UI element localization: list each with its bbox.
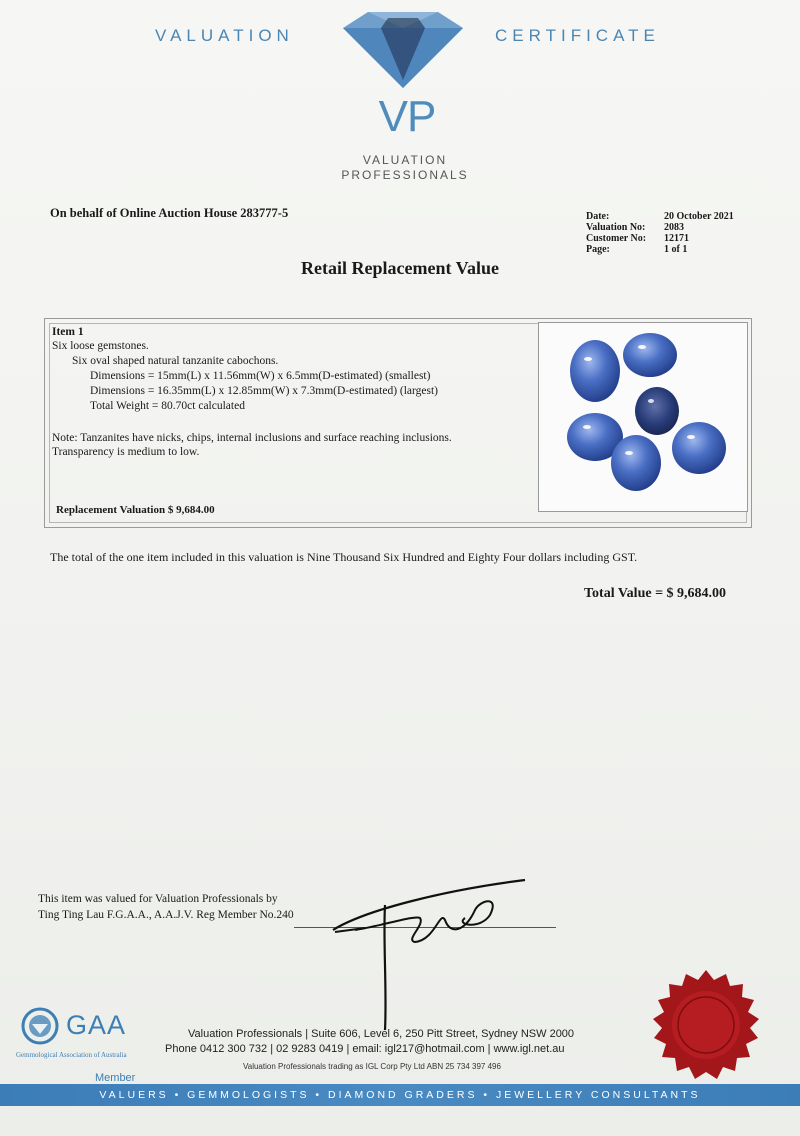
contact-line: Phone 0412 300 732 | 02 9283 0419 | email: igl217@hotmail.com | www.igl.net.au (165, 1043, 565, 1055)
total-value: Total Value = $ 9,684.00 (584, 586, 727, 601)
on-behalf-line: On behalf of Online Auction House 283777-5 (50, 206, 289, 220)
total-summary-text: The total of the one item included in this valuation is Nine Thousand Six Hundred and Eighty Four dollars including GST. (50, 550, 638, 564)
item-heading: Item 1 (52, 326, 84, 338)
red-wax-seal-icon (648, 968, 764, 1084)
meta-row-page (586, 244, 734, 255)
meta-value: 12171 (664, 233, 689, 244)
item-line-gemstones: Six loose gemstones. (52, 340, 149, 352)
meta-value: 20 October 2021 (664, 211, 734, 222)
item-line-total-weight: Total Weight = 80.70ct calculated (90, 400, 245, 412)
meta-value: 2083 (664, 222, 684, 233)
item-line-dimensions-largest: Dimensions = 16.35mm(L) x 12.85mm(W) x 7.3mm(D-estimated) (largest) (90, 385, 439, 397)
header-certificate-word: CERTIFICATE (495, 26, 660, 45)
logo-subtitle-professionals: PROFESSIONALS (341, 168, 469, 182)
item-line-description: Six oval shaped natural tanzanite cabochons. (72, 355, 279, 367)
meta-value: 1 of 1 (664, 244, 688, 255)
address-line: Valuation Professionals | Suite 606, Level 6, 250 Pitt Street, Sydney NSW 2000 (188, 1028, 575, 1040)
footer-services-band: VALUERS • GEMMOLOGISTS • DIAMOND GRADERS • JEWELLERY CONSULTANTS (0, 1084, 800, 1106)
diamond-logo-icon (333, 10, 473, 90)
document-title: Retail Replacement Value (301, 258, 499, 278)
valued-by-line: This item was valued for Valuation Professionals by (38, 893, 278, 905)
meta-row-customer-no (586, 233, 734, 244)
vp-logo-initials: VP (378, 92, 436, 141)
meta-row-date (586, 211, 734, 222)
header-valuation-word: VALUATION (155, 26, 294, 45)
gaa-association-name: Gemmological Association of Australia (16, 1051, 127, 1059)
item-line-dimensions-smallest: Dimensions = 15mm(L) x 11.56mm(W) x 6.5mm(D-estimated) (smallest) (90, 370, 431, 382)
tanzanite-gems-image (539, 323, 747, 511)
replacement-valuation: Replacement Valuation $ 9,684.00 (56, 504, 215, 516)
logo-subtitle-valuation: VALUATION (362, 153, 448, 167)
meta-block (586, 211, 734, 255)
handwritten-signature (325, 870, 535, 1040)
gemstone-photo (538, 322, 748, 512)
meta-label: Valuation No: (586, 222, 646, 233)
meta-label: Customer No: (586, 233, 647, 244)
item-note: Note: Tanzanites have nicks, chips, internal inclusions and surface reaching inclusions. (52, 432, 452, 444)
meta-row-valuation-no (586, 222, 734, 233)
trading-line: Valuation Professionals trading as IGL Corp Pty Ltd ABN 25 734 397 496 (243, 1062, 501, 1071)
valuer-name-line: Ting Ting Lau F.G.A.A., A.A.J.V. Reg Member No.240 (38, 909, 294, 921)
item-note-transparency: Transparency is medium to low. (52, 446, 200, 458)
meta-label: Date: (586, 211, 610, 222)
gaa-logo-text: GAA (66, 1010, 127, 1040)
gaa-member-label: Member (95, 1072, 136, 1084)
meta-label: Page: (586, 244, 610, 255)
